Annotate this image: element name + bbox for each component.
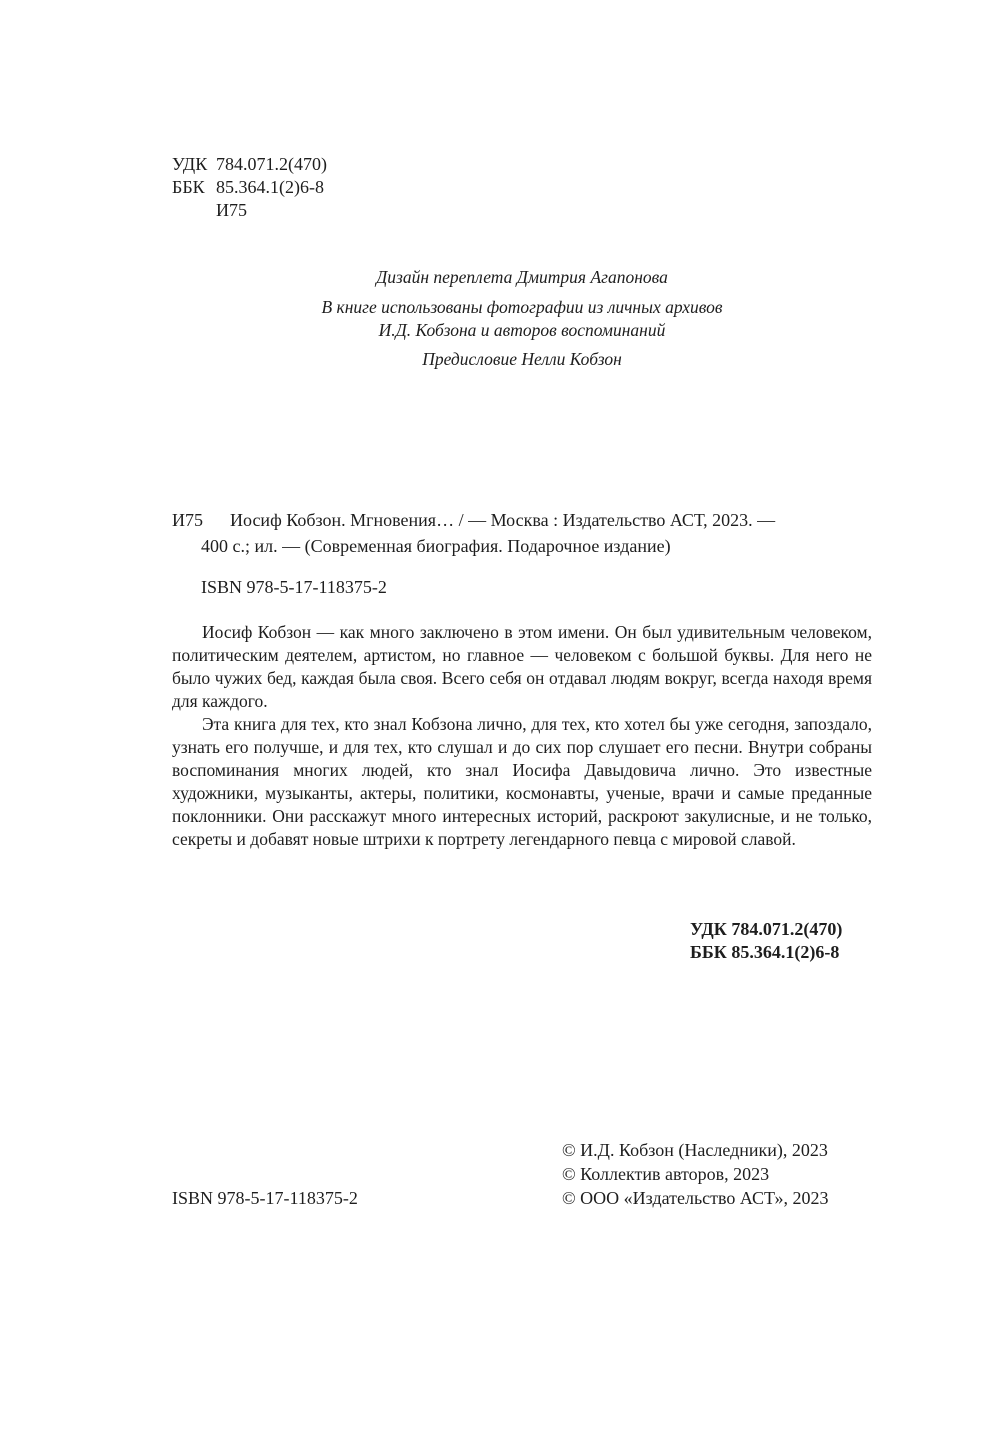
annotation-paragraph: Эта книга для тех, кто знал Кобзона лично, для тех, кто хотел бы уже сегодня, запоздало, узнать его получше, и для тех, кто слушал и до сих пор слушает его песни. Внутри собраны воспоминания многих людей, кто знал Иосифа Давыдовича лично. Это известные художники, музыканты, актеры, политики, космонавты, ученые, врачи и самые преданные поклонники. Они расскажут много интересных историй, раскроют закулисные, и не только, секреты и добавят новые штрихи к портрету легендарного певца с мировой славой. xyxy=(172,714,872,849)
copyright-line: © Коллектив авторов, 2023 xyxy=(562,1164,770,1184)
udk-bottom: УДК 784.071.2(470) xyxy=(690,919,843,939)
footer-isbn: ISBN 978-5-17-118375-2 xyxy=(172,1188,358,1208)
cover-design-credit: Дизайн переплета Дмитрия Агапонова xyxy=(376,267,668,287)
bbk-bottom: ББК 85.364.1(2)6-8 xyxy=(690,942,840,962)
biblio-line1 xyxy=(172,507,872,533)
bbk-row xyxy=(172,176,327,199)
biblio-code: И75 xyxy=(172,510,203,530)
author-code: И75 xyxy=(216,200,247,220)
classification-block xyxy=(172,153,327,222)
bbk-value: 85.364.1(2)6-8 xyxy=(216,177,324,197)
biblio-title: Иосиф Кобзон. Мгновения… / — Москва : Издательство АСТ, 2023. — xyxy=(230,510,776,530)
bibliographic-record xyxy=(172,507,872,559)
photos-credit-line2: И.Д. Кобзона и авторов воспоминаний xyxy=(378,320,666,340)
bbk-label: ББК xyxy=(172,177,205,197)
annotation xyxy=(172,621,872,851)
udk-row xyxy=(172,153,327,176)
udk-label: УДК xyxy=(172,154,208,174)
classification-bottom xyxy=(690,918,842,964)
author-code-row xyxy=(172,199,327,222)
copyright-line: © ООО «Издательство АСТ», 2023 xyxy=(562,1188,829,1208)
biblio-line2: 400 с.; ил. — (Современная биография. Подарочное издание) xyxy=(201,536,671,556)
foreword-credit: Предисловие Нелли Кобзон xyxy=(422,349,622,369)
annotation-paragraph: Иосиф Кобзон — как много заключено в этом имени. Он был удивительным человеком, политическим деятелем, артистом, но главное — человеком с большой буквы. Для него не было чужих бед, каждая была своя. Всего себя он отдавал людям вокруг, всегда находя время для каждого. xyxy=(172,622,872,711)
biblio-isbn: ISBN 978-5-17-118375-2 xyxy=(201,577,387,597)
copyright-line: © И.Д. Кобзон (Наследники), 2023 xyxy=(562,1140,828,1160)
udk-value: 784.071.2(470) xyxy=(216,154,327,174)
copyright-block xyxy=(562,1138,829,1210)
photos-credit-line1: В книге использованы фотографии из личных архивов xyxy=(321,297,723,317)
